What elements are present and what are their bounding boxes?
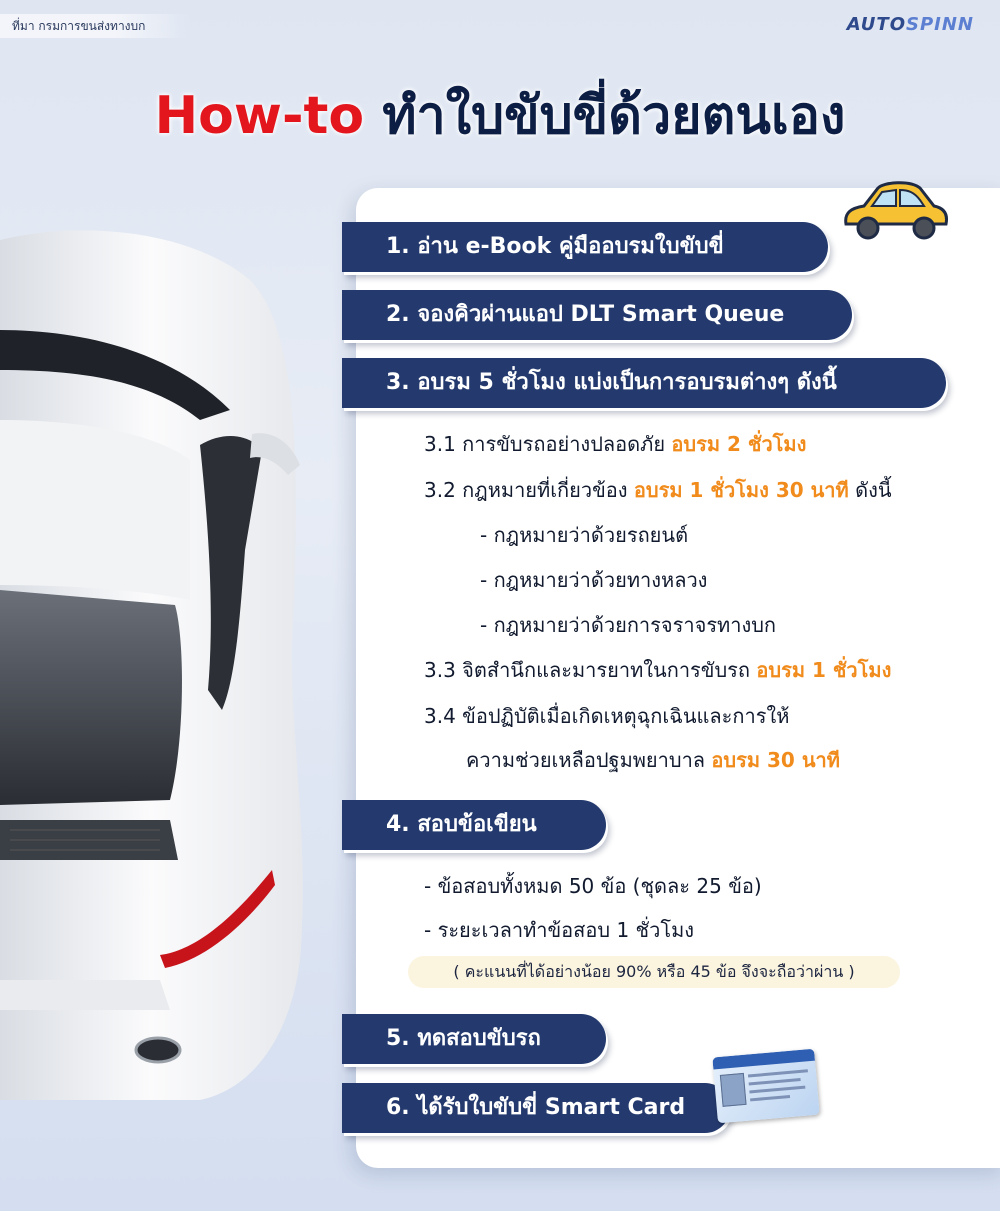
source-caption: ที่มา กรมการขนส่งทางบก bbox=[0, 14, 190, 38]
white-car-illustration bbox=[0, 220, 340, 1100]
card-line bbox=[749, 1086, 805, 1094]
page-title bbox=[0, 78, 1000, 154]
step-5: 5. ทดสอบขับรถ bbox=[342, 1014, 606, 1064]
training-item-3-3 bbox=[424, 654, 891, 686]
step-3: 3. อบรม 5 ชั่วโมง แบ่งเป็นการอบรมต่างๆ ดังนี้ bbox=[342, 358, 946, 408]
step-1: 1. อ่าน e-Book คู่มืออบรมใบขับขี่ bbox=[342, 222, 828, 272]
training-item-3-4: 3.4 ข้อปฏิบัติเมื่อเกิดเหตุฉุกเฉินและการให้ bbox=[424, 704, 790, 728]
title-thai: ทำใบขับขี่ด้วยตนเอง bbox=[364, 86, 846, 146]
smart-card-icon bbox=[712, 1049, 819, 1124]
exam-detail: - ระยะเวลาทำข้อสอบ 1 ชั่วโมง bbox=[424, 918, 695, 942]
law-item: - กฎหมายว่าด้วยรถยนต์ bbox=[480, 523, 689, 547]
step-6: 6. ได้รับใบขับขี่ Smart Card bbox=[342, 1083, 730, 1133]
training-item-3-2-text: 3.2 กฎหมายที่เกี่ยวข้อง bbox=[424, 478, 634, 502]
brand-part-1: AUTO bbox=[846, 14, 907, 35]
title-how-to: How-to bbox=[154, 86, 365, 146]
card-line bbox=[750, 1095, 790, 1101]
training-item-3-4-text: ความช่วยเหลือปฐมพยาบาล bbox=[466, 748, 712, 772]
step-4: 4. สอบข้อเขียน bbox=[342, 800, 606, 850]
card-photo bbox=[720, 1073, 747, 1107]
brand-part-2: SPINN bbox=[906, 14, 974, 35]
yellow-car-icon bbox=[838, 178, 950, 248]
law-item: - กฎหมายว่าด้วยการจราจรทางบก bbox=[480, 613, 777, 637]
training-item-3-1-hours: อบรม 2 ชั่วโมง bbox=[671, 432, 807, 456]
training-item-3-4-hours: อบรม 30 นาที bbox=[711, 748, 840, 772]
exam-detail: - ข้อสอบทั้งหมด 50 ข้อ (ชุดละ 25 ข้อ) bbox=[424, 874, 762, 898]
training-item-3-1-text: 3.1 การขับรถอย่างปลอดภัย bbox=[424, 432, 672, 456]
step-2: 2. จองคิวผ่านแอป DLT Smart Queue bbox=[342, 290, 852, 340]
training-item-3-2-hours: อบรม 1 ชั่วโมง 30 นาที bbox=[633, 478, 849, 502]
training-item-3-2-tail: ดังนี้ bbox=[848, 478, 892, 502]
autospinn-logo bbox=[847, 14, 974, 35]
training-item-3-1 bbox=[424, 428, 806, 460]
training-item-3-3-hours: อบรม 1 ชั่วโมง bbox=[756, 658, 892, 682]
card-line bbox=[748, 1069, 808, 1077]
card-line bbox=[749, 1078, 801, 1086]
training-item-3-2 bbox=[424, 474, 892, 506]
training-item-3-4-cont bbox=[466, 744, 840, 776]
pass-criteria-note: ( คะแนนที่ได้อย่างน้อย 90% หรือ 45 ข้อ จึงจะถือว่าผ่าน ) bbox=[408, 956, 900, 988]
training-item-3-3-text: 3.3 จิตสำนึกและมารยาทในการขับรถ bbox=[424, 658, 757, 682]
law-item: - กฎหมายว่าด้วยทางหลวง bbox=[480, 568, 708, 592]
